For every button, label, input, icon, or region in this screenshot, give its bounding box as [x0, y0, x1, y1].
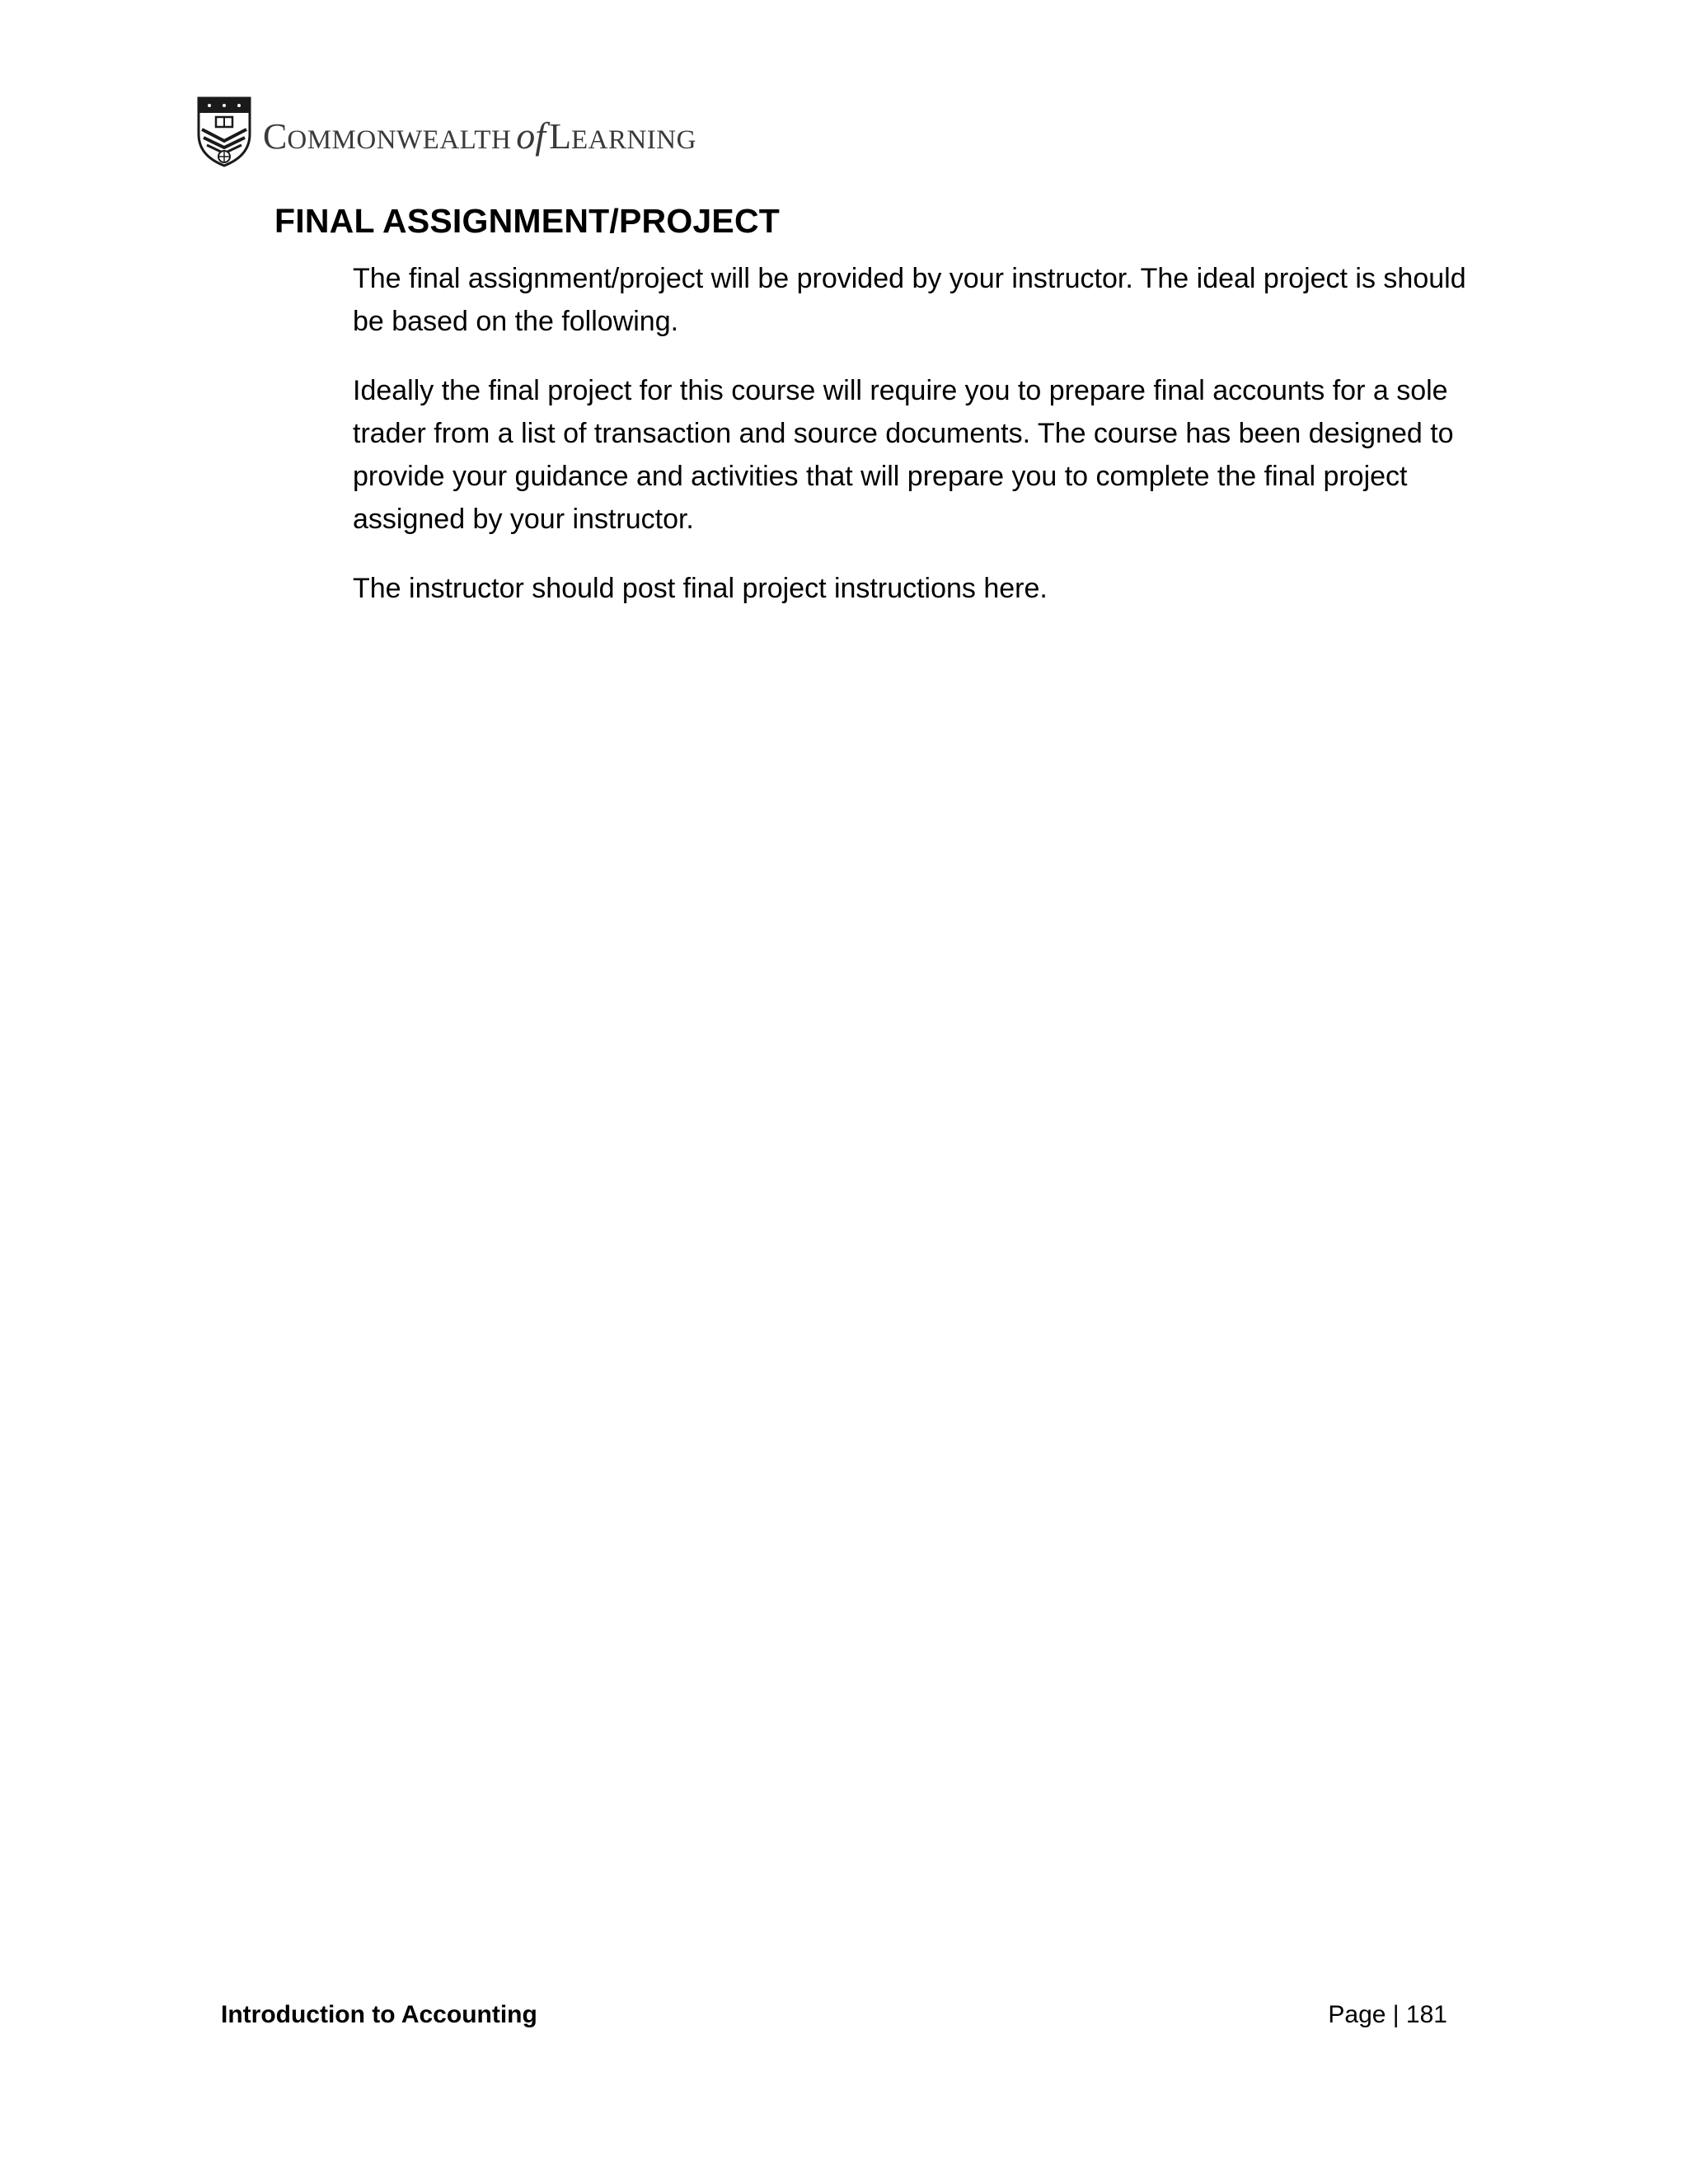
wordmark-initial-c: C [263, 116, 288, 157]
paragraph-instructor-note: The instructor should post final project instructions here. [353, 573, 1048, 604]
paragraph-intro: The final assignment/project will be provided by your instructor. The ideal project is should be based on the following. [353, 263, 1466, 337]
col-wordmark [263, 117, 696, 155]
paragraph-project-description: Ideally the final project for this course will require you to prepare final accounts for a sole trader from a list of transaction and source documents. The course has been designed to provide your guidance and activities that will prepare you to complete the final project assigned by your instructor. [353, 375, 1454, 535]
section-heading: FINAL ASSIGNMENT/PROJECT [274, 202, 781, 240]
wordmark-commonwealth: OMMONWEALTH [287, 125, 512, 155]
footer-course-title: Introduction to Accounting [221, 2001, 537, 2028]
wordmark-learning: EARNING [570, 125, 696, 155]
wordmark-of: of [516, 115, 546, 157]
body-content [353, 257, 1490, 636]
footer-page-number: Page | 181 [1328, 2001, 1447, 2028]
col-crest-icon [195, 95, 253, 169]
wordmark-initial-l: L [549, 116, 571, 157]
col-logo [195, 95, 696, 169]
